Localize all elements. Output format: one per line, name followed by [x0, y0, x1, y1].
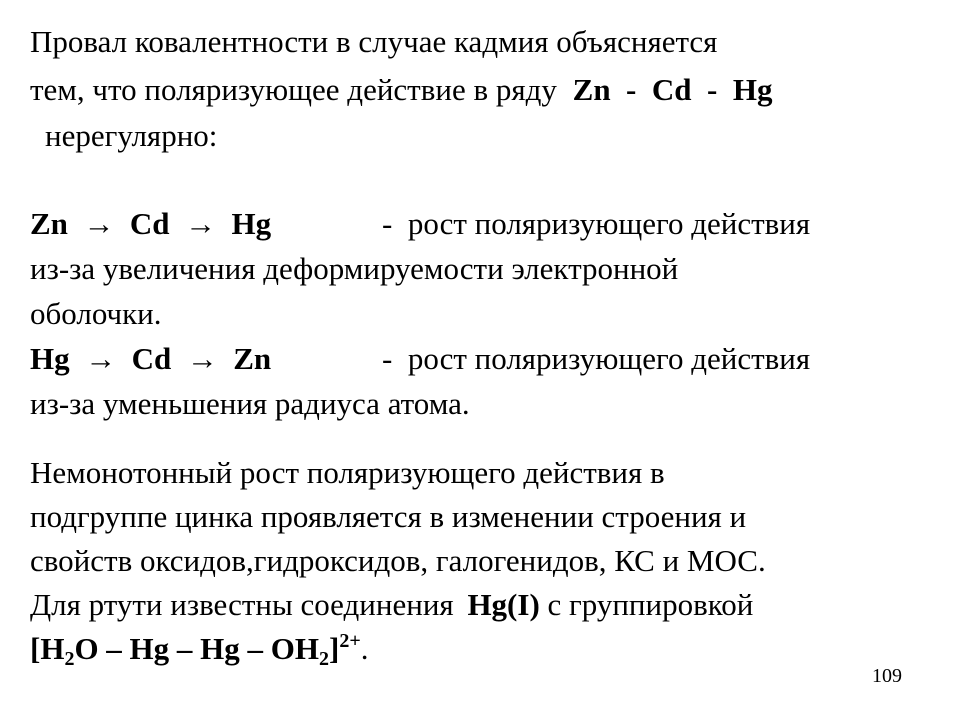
paragraph1-line2-text: тем, что поляризующее действие в ряду [30, 72, 557, 107]
paragraph1-line2 [30, 72, 772, 108]
formula-subscript2: 2 [319, 648, 330, 670]
paragraph2-line1: Немонотонный рост поляризующего действия в [30, 455, 665, 490]
row1-line3: оболочки. [30, 296, 162, 331]
paragraph2-line4 [30, 587, 753, 623]
row2-description: - рост поляризующего действия [382, 341, 811, 376]
row1-description: - рост поляризующего действия [382, 206, 811, 241]
mercury-i-formula: Hg(I) [467, 587, 540, 622]
paragraph2-line3: свойств оксидов,гидроксидов, галогенидов, КС и МОС. [30, 543, 766, 578]
row1-series: Zn → Cd → Hg [30, 206, 272, 241]
formula-end: . [360, 631, 369, 666]
mercury-cluster-formula [30, 630, 369, 670]
formula-part2: O – Hg – Hg – OH [74, 631, 320, 666]
formula-part1: [H [30, 631, 65, 666]
paragraph1-line3: нерегулярно: [45, 118, 218, 153]
formula-charge: 2+ [339, 630, 361, 652]
formula-subscript1: 2 [64, 648, 75, 670]
page-number: 109 [872, 665, 902, 687]
formula-part3: ] [329, 631, 340, 666]
element-series-zn-cd-hg: Zn - Cd - Hg [572, 72, 773, 107]
row1-line1 [30, 206, 811, 242]
row1-line2: из-за увеличения деформируемости электронной [30, 251, 679, 286]
row2-line1 [30, 341, 811, 377]
paragraph2-line4-text: Для ртути известны соединения [30, 587, 454, 622]
paragraph2-line4-rest: с группировкой [547, 587, 754, 622]
paragraph1-line1: Провал ковалентности в случае кадмия объясняется [30, 24, 718, 59]
row2-line2: из-за уменьшения радиуса атома. [30, 386, 470, 421]
paragraph2-line2: подгруппе цинка проявляется в изменении строения и [30, 499, 747, 534]
row2-series: Hg → Cd → Zn [30, 341, 272, 376]
